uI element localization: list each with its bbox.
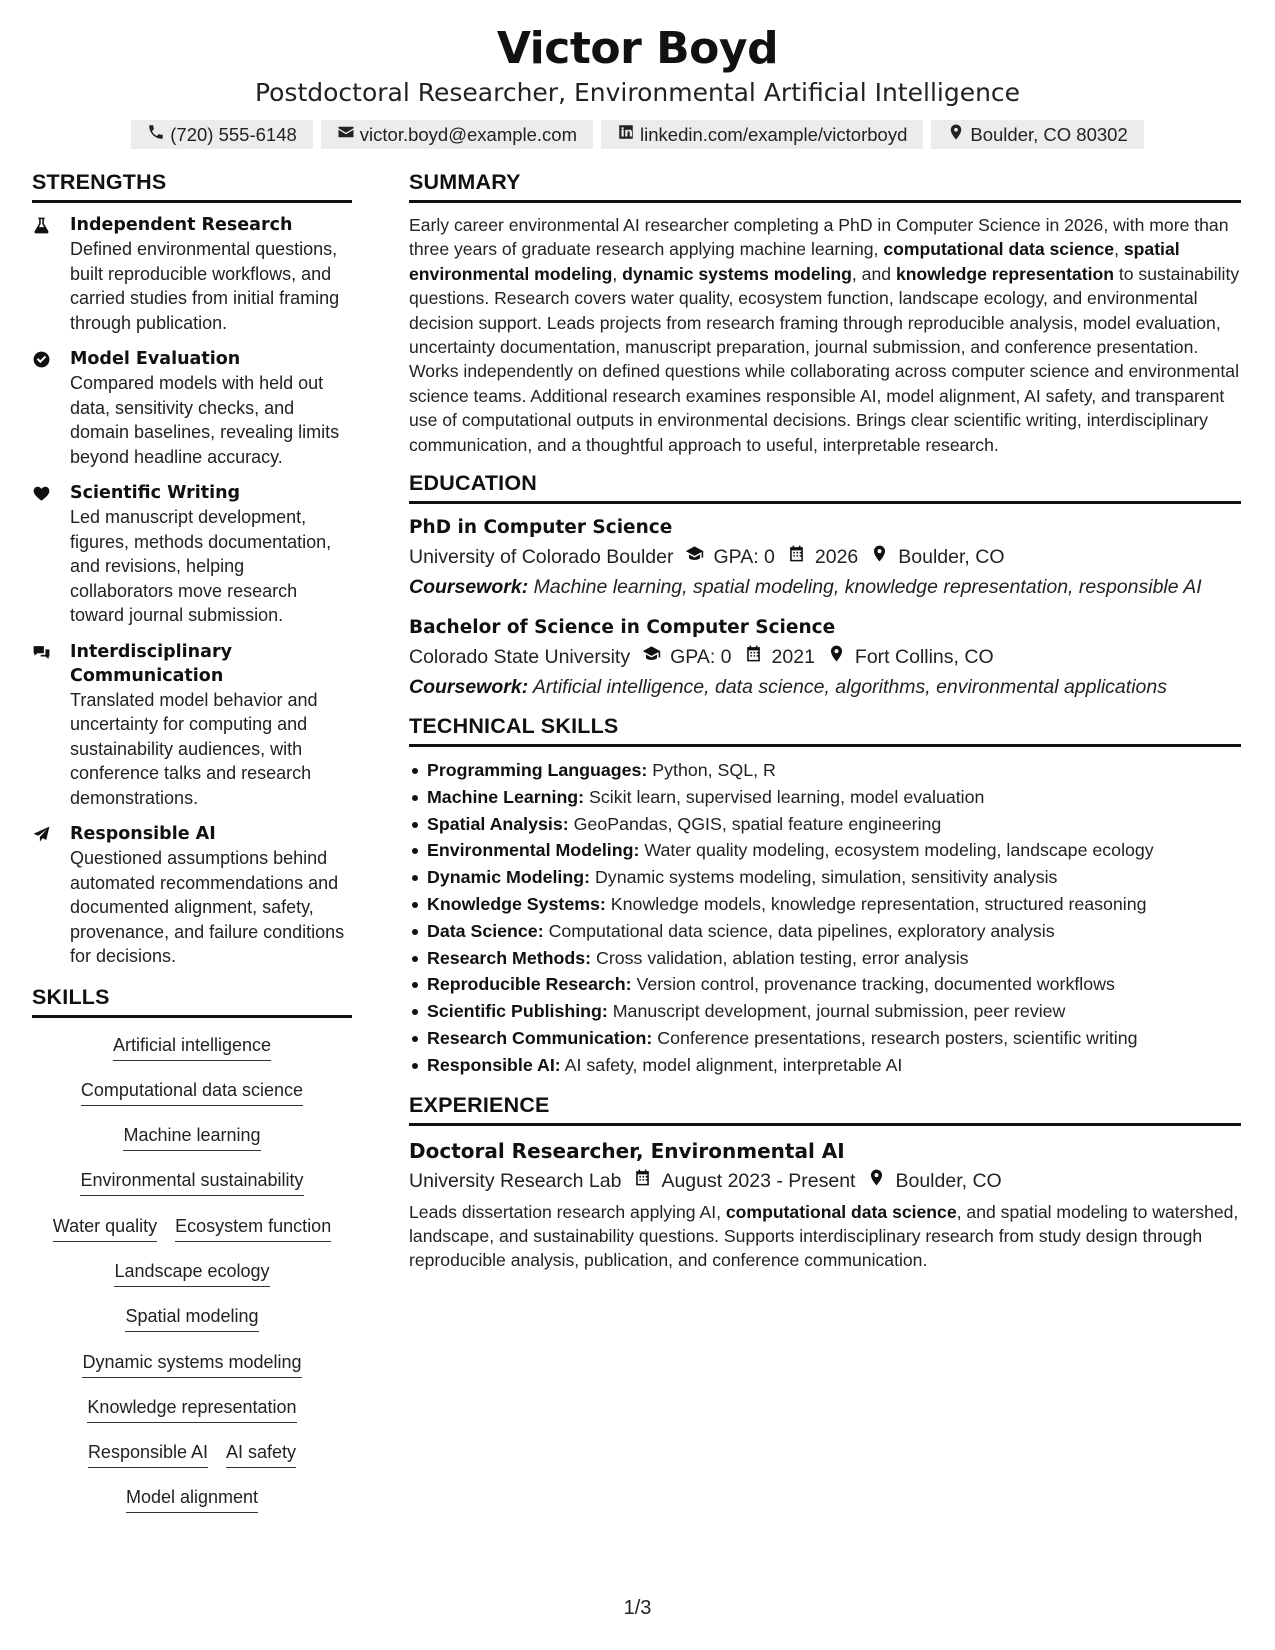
strength-item (32, 481, 352, 628)
skill-values: Conference presentations, research posters, scientific writing (652, 1028, 1138, 1049)
graduation-year: 2021 (771, 646, 815, 669)
resume-header (0, 22, 1275, 149)
strength-desc: Led manuscript development, figures, methods documentation, and revisions, helping collaborators move research toward journal submission. (70, 507, 332, 625)
gpa-text: GPA: 0 (670, 646, 732, 669)
coursework (409, 572, 1241, 602)
strength-item (32, 347, 352, 469)
skill-tag-row (82, 1345, 301, 1390)
skill-tag-row (81, 1073, 303, 1118)
job-title: Doctoral Researcher, Environmental AI (409, 1138, 845, 1163)
contact-linkedin[interactable] (601, 120, 923, 149)
heart-icon (32, 481, 70, 628)
strength-title: Model Evaluation (70, 349, 241, 369)
degree-title: Bachelor of Science in Computer Science (409, 617, 836, 639)
skill-tag: Artificial intelligence (113, 1033, 271, 1061)
skill-tag: Water quality (53, 1214, 157, 1242)
strength-title: Interdisciplinary Communication (70, 641, 232, 686)
strength-desc: Translated model behavior and uncertainty for computing and sustainability audiences, with conference talks and research demonstrations. (70, 689, 318, 808)
skill-category: Spatial Analysis: (427, 813, 569, 834)
strength-desc: Defined environmental questions, built reproducible workflows, and carried studies from initial framing through publication. (70, 239, 340, 333)
technical-skill-item (409, 945, 1241, 972)
calendar-icon (621, 1166, 661, 1196)
school-location: Fort Collins, CO (854, 646, 994, 669)
experience-item (409, 1136, 1241, 1273)
phone-text: (720) 555-6148 (170, 123, 297, 145)
coursework-text: Machine learning, spatial modeling, knowledge representation, responsible AI (528, 576, 1202, 599)
skill-tag-row (126, 1480, 258, 1525)
bold-phrase: computational data science (725, 1201, 957, 1222)
calendar-icon (732, 642, 772, 672)
contact-location (931, 120, 1143, 149)
education-item (409, 514, 1241, 602)
degree-title: PhD in Computer Science (409, 517, 673, 539)
strengths-heading: STRENGTHS (32, 170, 352, 203)
education-meta (409, 542, 1241, 572)
skill-category: Dynamic Modeling: (427, 867, 591, 888)
skill-tag: Ecosystem function (175, 1214, 331, 1242)
skill-category: Research Communication: (427, 1028, 653, 1049)
left-column (32, 170, 352, 1526)
technical-skill-item (409, 1025, 1241, 1052)
coursework-label: Coursework: (409, 676, 529, 699)
page-number: 1/3 (623, 1597, 652, 1619)
skill-tag-row (123, 1118, 260, 1163)
skill-tag: Machine learning (123, 1123, 260, 1151)
skill-tag: Knowledge representation (87, 1395, 296, 1423)
email-text: victor.boyd@example.com (359, 123, 578, 145)
skill-tag: AI safety (226, 1440, 296, 1468)
education-list (409, 514, 1241, 702)
skill-category: Knowledge Systems: (427, 894, 606, 915)
text-run: Leads dissertation research applying AI, (409, 1201, 726, 1222)
strength-item (32, 213, 352, 335)
skill-tag: Environmental sustainability (80, 1168, 303, 1196)
strength-title: Responsible AI (70, 824, 216, 844)
job-location: Boulder, CO (895, 1169, 1002, 1192)
skill-tag-row (113, 1028, 271, 1073)
calendar-icon (775, 542, 815, 572)
strength-title: Independent Research (70, 215, 293, 235)
organization-name: University Research Lab (409, 1169, 622, 1192)
skill-values: GeoPandas, QGIS, spatial feature engineering (568, 813, 942, 834)
skill-tag-row (80, 1163, 303, 1208)
strength-desc: Compared models with held out data, sensitivity checks, and domain baselines, revealing limits beyond headline accuracy. (70, 373, 340, 467)
skill-category: Programming Languages: (427, 760, 648, 781)
text-run: , and (851, 263, 896, 284)
summary-text (409, 213, 1241, 457)
comments-icon (32, 640, 70, 811)
experience-heading: EXPERIENCE (409, 1093, 1241, 1126)
skill-tag-list (32, 1028, 352, 1526)
graduation-cap-icon (673, 542, 713, 572)
technical-skill-item (409, 971, 1241, 998)
location-pin-icon (815, 642, 855, 672)
location-pin-icon (947, 123, 965, 146)
skill-tag-row (53, 1209, 331, 1254)
flask-icon (32, 213, 70, 335)
right-column (409, 170, 1241, 1273)
skill-values: Dynamic systems modeling, simulation, sensitivity analysis (590, 867, 1058, 888)
skill-category: Data Science: (427, 920, 544, 941)
school-location: Boulder, CO (898, 546, 1005, 569)
text-run: , (612, 263, 623, 284)
gpa-text: GPA: 0 (713, 546, 775, 569)
candidate-name: Victor Boyd (496, 23, 779, 74)
technical-skill-item (409, 998, 1241, 1025)
skill-values: Python, SQL, R (647, 760, 776, 781)
skill-category: Responsible AI: (427, 1054, 561, 1075)
check-circle-icon (32, 347, 70, 469)
skill-category: Machine Learning: (427, 786, 585, 807)
school-name: University of Colorado Boulder (409, 546, 674, 569)
summary-heading: SUMMARY (409, 170, 1241, 203)
technical-skill-item (409, 1052, 1241, 1079)
skill-values: Computational data science, data pipelines, exploratory analysis (543, 920, 1055, 941)
school-name: Colorado State University (409, 646, 631, 669)
technical-skill-item (409, 757, 1241, 784)
strength-item (32, 640, 352, 811)
skill-tag: Landscape ecology (114, 1259, 269, 1287)
skill-category: Reproducible Research: (427, 974, 632, 995)
job-dates: August 2023 - Present (661, 1169, 856, 1192)
contact-bar (0, 120, 1275, 149)
skill-values: Manuscript development, journal submission, peer review (607, 1001, 1066, 1022)
technical-skill-item (409, 918, 1241, 945)
text-run: Early career environmental AI researcher completing a PhD in Computer Science in 2026, with more than three years of graduate research applying machine learning, (409, 215, 1229, 260)
paper-plane-icon (32, 822, 70, 969)
skill-tag-row (88, 1435, 296, 1480)
skill-tag: Dynamic systems modeling (82, 1350, 301, 1378)
bold-phrase: dynamic systems modeling (622, 263, 852, 284)
skill-tag: Computational data science (81, 1078, 303, 1106)
technical-skill-item (409, 811, 1241, 838)
technical-skills-list (409, 757, 1241, 1079)
location-pin-icon (855, 1166, 895, 1196)
skill-category: Environmental Modeling: (427, 840, 640, 861)
experience-list (409, 1136, 1241, 1273)
job-meta (409, 1166, 1241, 1196)
coursework-text: Artificial intelligence, data science, algorithms, environmental applications (528, 676, 1167, 699)
phone-icon (147, 123, 165, 146)
skills-section (32, 985, 352, 1526)
technical-skills-heading: TECHNICAL SKILLS (409, 714, 1241, 747)
education-meta (409, 642, 1241, 672)
skill-values: Version control, provenance tracking, documented workflows (631, 974, 1115, 995)
skill-tag: Responsible AI (88, 1440, 208, 1468)
skill-values: Water quality modeling, ecosystem modeling, landscape ecology (639, 840, 1154, 861)
skill-tag-row (125, 1299, 258, 1344)
contact-email[interactable] (321, 120, 593, 149)
text-run: , and spatial modeling to watershed, landscape, and sustainability questions. Supports interdisciplinary research from study design through reproducible analysis, publication, and conference communication. (409, 1201, 1239, 1271)
technical-skill-item (409, 864, 1241, 891)
location-pin-icon (858, 542, 898, 572)
technical-skill-item (409, 784, 1241, 811)
skill-tag-row (114, 1254, 269, 1299)
strength-title: Scientific Writing (70, 483, 241, 503)
job-description (409, 1200, 1241, 1273)
education-item (409, 614, 1241, 702)
envelope-icon (337, 123, 355, 146)
education-heading: EDUCATION (409, 471, 1241, 504)
coursework-label: Coursework: (409, 576, 529, 599)
graduation-year: 2026 (814, 546, 859, 569)
skill-values: Cross validation, ablation testing, error analysis (591, 947, 969, 968)
skill-values: Knowledge models, knowledge representation, structured reasoning (605, 894, 1147, 915)
text-run: , (1114, 239, 1124, 260)
skill-values: AI safety, model alignment, interpretable AI (560, 1054, 903, 1075)
skill-values: Scikit learn, supervised learning, model evaluation (584, 786, 985, 807)
candidate-title: Postdoctoral Researcher, Environmental Artificial Intelligence (254, 78, 1021, 107)
skill-tag-row (87, 1390, 296, 1435)
skills-heading: SKILLS (32, 985, 352, 1018)
technical-skill-item (409, 891, 1241, 918)
bold-phrase: knowledge representation (895, 263, 1114, 284)
skill-tag: Model alignment (126, 1485, 258, 1513)
technical-skill-item (409, 837, 1241, 864)
strength-item (32, 822, 352, 969)
bold-phrase: spatial environmental modeling (409, 239, 1180, 284)
text-run: to sustainability questions. Research covers water quality, ecosystem function, landscape ecology, and environmental decision support. Leads projects from research framing through reproducible analysis, model evaluation, uncertainty documentation, manuscript preparation, journal submission, and conference presentation. Works independently on defined questions while collaborating across computer science and environmental science teams. Additional research examines responsible AI, model alignment, AI safety, and transparent use of computational outputs in environmental decisions. Brings clear scientific writing, interdisciplinary communication, and a thoughtful approach to useful, interpretable research. (409, 263, 1240, 455)
skill-category: Research Methods: (427, 947, 592, 968)
skill-tag: Spatial modeling (125, 1304, 258, 1332)
linkedin-text: linkedin.com/example/victorboyd (640, 123, 908, 145)
skill-category: Scientific Publishing: (427, 1001, 608, 1022)
strength-desc: Questioned assumptions behind automated recommendations and documented alignment, safety, provenance, and failure conditions for decisions. (70, 848, 345, 966)
coursework (409, 672, 1241, 702)
location-text: Boulder, CO 80302 (970, 123, 1128, 145)
bold-phrase: computational data science (883, 239, 1115, 260)
linkedin-icon (617, 123, 635, 146)
contact-phone[interactable] (131, 120, 313, 149)
graduation-cap-icon (630, 642, 670, 672)
